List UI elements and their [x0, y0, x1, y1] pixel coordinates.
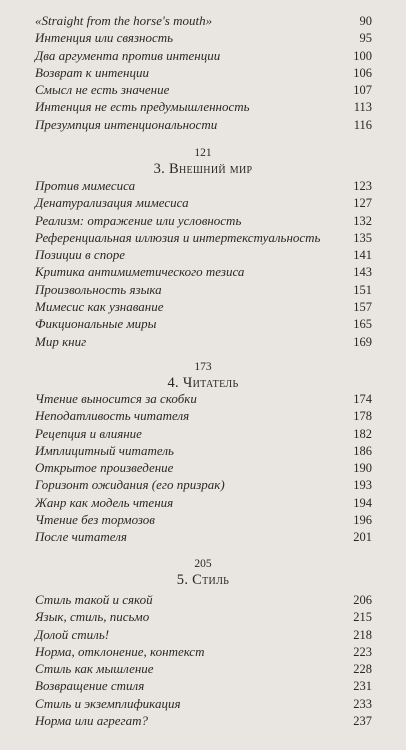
- toc-section-style: [35, 591, 372, 729]
- toc-entry: [35, 407, 372, 424]
- toc-entry-title: Горизонт ожидания (его призрак): [35, 477, 225, 493]
- toc-entry-title: Чтение выносится за скобки: [35, 391, 197, 406]
- toc-entry-title: Норма, отклонение, контекст: [35, 643, 205, 659]
- toc-entry-page: 196: [353, 513, 372, 528]
- toc-entry-page: 169: [353, 334, 372, 349]
- toc-entry-title: Референциальная иллюзия и интертекстуальность: [35, 229, 321, 245]
- toc-entry-page: 127: [353, 196, 372, 211]
- toc-entry-page: 215: [353, 610, 372, 625]
- toc-entry-page: 231: [353, 679, 372, 694]
- toc-entry-title: Стиль такой и сякой: [35, 592, 153, 607]
- toc-entry: [35, 442, 372, 459]
- toc-entry-title: Позиции в споре: [35, 247, 125, 263]
- toc-entry-title: Открытое произведение: [35, 460, 174, 476]
- toc-entry: [35, 643, 372, 660]
- toc-entry: [35, 64, 372, 81]
- toc-entry-title: Интенция или связность: [35, 30, 174, 46]
- toc-entry-title: Интенция не есть предумышленность: [35, 99, 250, 115]
- toc-entry: [35, 626, 372, 643]
- toc-entry-page: 151: [353, 282, 372, 297]
- toc-entry-page: 218: [353, 627, 372, 642]
- toc-entry-page: 206: [353, 593, 372, 607]
- toc-entry: [35, 212, 372, 229]
- toc-entry-title: Имплицитный читатель: [35, 442, 174, 458]
- toc-entry-title: Мимесис как узнавание: [35, 299, 164, 315]
- chapter-page-number: 121: [194, 147, 212, 159]
- toc-entry: [35, 390, 372, 407]
- toc-entry-page: 107: [353, 83, 372, 98]
- toc-entry-page: 141: [353, 248, 372, 263]
- chapter-title: 4. Читатель: [167, 375, 239, 391]
- toc-entry-title: Язык, стиль, письмо: [35, 609, 150, 625]
- toc-entry-page: 194: [353, 495, 372, 510]
- toc-entry-page: 201: [353, 530, 372, 545]
- toc-entry-page: 228: [353, 662, 372, 677]
- toc-entry: [35, 177, 372, 194]
- toc-entry-page: 190: [353, 461, 372, 476]
- toc-entry: [35, 81, 372, 98]
- toc-entry: [35, 591, 372, 608]
- toc-entry-page: 132: [353, 213, 372, 228]
- chapter-title: 5. Стиль: [176, 572, 230, 588]
- toc-entry: [35, 528, 372, 545]
- toc-entry: [35, 229, 372, 246]
- toc-entry-title: Реализм: отражение или условность: [35, 212, 242, 228]
- toc-entry-title: Норма или агрегат?: [35, 713, 149, 729]
- toc-entry-title: Критика антимиметического тезиса: [35, 264, 245, 280]
- toc-entry-page: 116: [353, 117, 372, 132]
- toc-entry-title: Рецепция и влияние: [35, 425, 142, 441]
- toc-entry: [35, 712, 372, 729]
- toc-entry-page: 233: [353, 696, 372, 711]
- toc-entry-title: Мир книг: [35, 333, 87, 349]
- toc-entry-title: Произвольность языка: [35, 281, 162, 297]
- toc-entry-title: Стиль и экземплификация: [35, 695, 181, 711]
- toc-entry-page: 165: [353, 317, 372, 332]
- toc-entry-title: Чтение без тормозов: [35, 512, 155, 528]
- toc-entry-page: 157: [353, 300, 372, 315]
- toc-entry-page: 178: [353, 409, 372, 424]
- toc-entry: [35, 494, 372, 511]
- toc-entry-title: Денатурализация мимесиса: [35, 195, 189, 211]
- toc-entry: [35, 116, 372, 133]
- toc-entry-page: 95: [359, 31, 372, 46]
- toc-entry-title: Неподатливость читателя: [35, 408, 190, 424]
- toc-entry-title: После читателя: [35, 529, 127, 545]
- toc-entry-title: Презумпция интенциональности: [35, 116, 218, 132]
- toc-entry: [35, 425, 372, 442]
- toc-entry-title: Жанр как модель чтения: [35, 494, 174, 510]
- toc-entry-page: 113: [353, 100, 372, 115]
- toc-entry: [35, 459, 372, 476]
- toc-entry: [35, 246, 372, 263]
- toc-entry-title: Против мимесиса: [35, 178, 136, 193]
- toc-entry-title: Долой стиль!: [35, 626, 110, 642]
- toc-entry: [35, 12, 372, 29]
- toc-entry: [35, 660, 372, 677]
- toc-entry: [35, 315, 372, 332]
- toc-entry-page: 174: [353, 392, 372, 406]
- toc-entry: [35, 333, 372, 350]
- toc-entry: [35, 263, 372, 280]
- toc-entry-page: 143: [353, 265, 372, 280]
- toc-section-external-world: [35, 177, 372, 350]
- toc-entry: [35, 47, 372, 64]
- toc-entry-page: 193: [353, 478, 372, 493]
- toc-entry: [35, 608, 372, 625]
- toc-entry-title: Смысл не есть значение: [35, 82, 170, 98]
- toc-entry-page: 135: [353, 230, 372, 245]
- toc-entry-page: 186: [353, 443, 372, 458]
- toc-entry-page: 123: [353, 179, 372, 193]
- toc-entry-title: Возвращение стиля: [35, 678, 145, 694]
- toc-entry: [35, 677, 372, 694]
- toc-entry-page: 106: [353, 65, 372, 80]
- chapter-page-number: 205: [194, 558, 212, 570]
- toc-entry: [35, 98, 372, 115]
- toc-entry-title: Стиль как мышление: [35, 661, 154, 677]
- toc-entry: [35, 194, 372, 211]
- toc-entry: [35, 29, 372, 46]
- toc-section-continued: [35, 12, 372, 133]
- toc-entry: [35, 695, 372, 712]
- chapter-page-number: 173: [194, 361, 212, 373]
- toc-section-reader: [35, 390, 372, 546]
- toc-entry: [35, 298, 372, 315]
- toc-entry-title: Возврат к интенции: [35, 64, 150, 80]
- toc-entry-page: 100: [353, 48, 372, 63]
- toc-entry: [35, 281, 372, 298]
- toc-entry-page: 237: [353, 714, 372, 729]
- toc-entry-page: 182: [353, 426, 372, 441]
- toc-entry-title: Два аргумента против интенции: [35, 47, 221, 63]
- chapter-title: 3. Внешний мир: [153, 161, 253, 177]
- toc-entry-title: «Straight from the horse's mouth»: [35, 13, 213, 28]
- toc-entry-page: 223: [353, 644, 372, 659]
- toc-entry-title: Фикциональные миры: [35, 316, 157, 332]
- toc-entry-page: 90: [359, 14, 372, 28]
- toc-entry: [35, 476, 372, 493]
- toc-entry: [35, 511, 372, 528]
